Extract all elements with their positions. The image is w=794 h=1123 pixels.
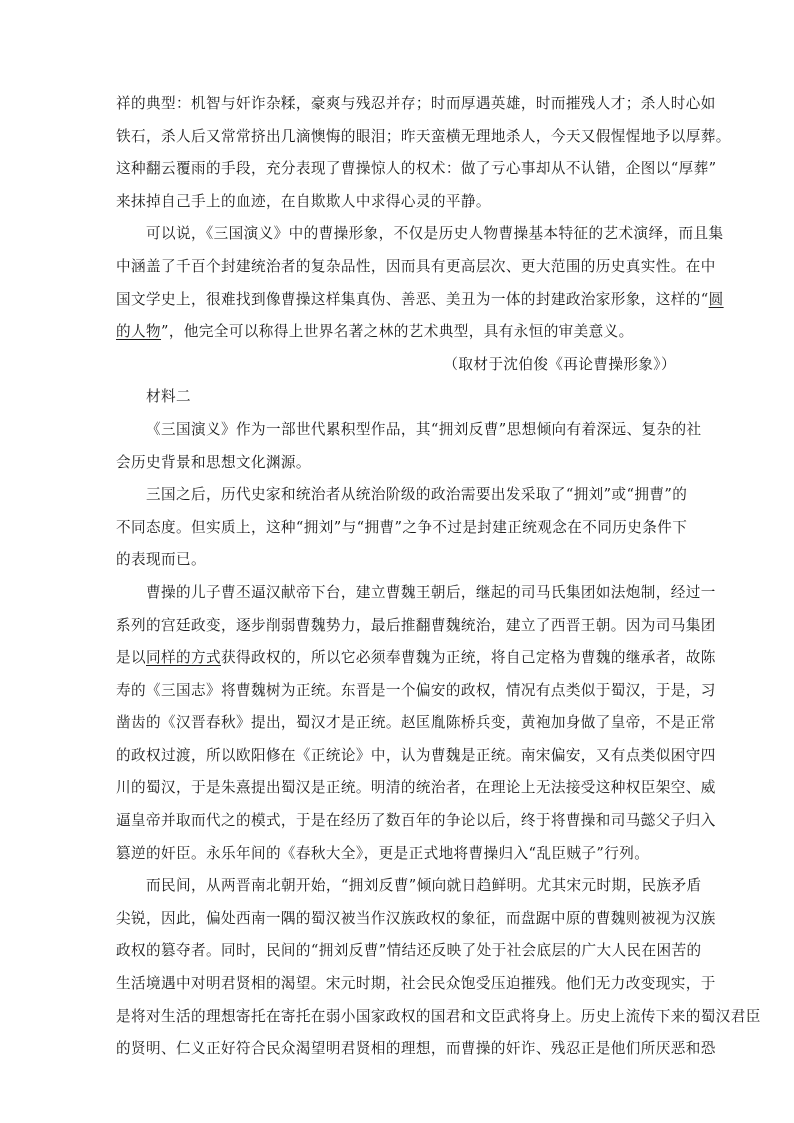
document-page bbox=[116, 95, 761, 1074]
text-line: 系列的宫廷政变，逐步削弱曹魏势力，最后推翻曹魏统治，建立了西晋王朝。因为司马集团 bbox=[116, 616, 716, 634]
text-line: 生活境遇中对明君贤相的渴望。宋元时期，社会民众饱受压迫摧残。他们无力改变现实，于 bbox=[116, 975, 716, 993]
underlined-term: 的人物 bbox=[116, 323, 161, 341]
text-line: 篡逆的奸臣。永乐年间的《春秋大全》，更是正式地将曹操归入“乱臣贼子”行列。 bbox=[116, 844, 650, 862]
text-line: 而民间，从两晋南北朝开始，“拥刘反曹”倾向就日趋鲜明。尤其宋元时期，民族矛盾 bbox=[146, 877, 702, 895]
source-citation: （取材于沈伯俊《再论曹操形象》） bbox=[443, 355, 676, 373]
text-line: 铁石，杀人后又常常挤出几滴懊悔的眼泪；昨天蛮横无理地杀人，今天又假惺惺地予以厚葬。 bbox=[116, 127, 731, 145]
text-line: 三国之后，历代史家和统治者从统治阶级的政治需要出发采取了“拥刘”或“拥曹”的 bbox=[146, 486, 688, 504]
text-segment: 是以 bbox=[116, 649, 146, 667]
text-line: 会历史背景和思想文化渊源。 bbox=[116, 453, 311, 471]
text-line: 的表现而已。 bbox=[116, 551, 206, 569]
paragraph-conclusion bbox=[116, 225, 724, 341]
underlined-term: 同样的方式 bbox=[146, 649, 221, 667]
text-line: 祥的典型：机智与奸诈杂糅，豪爽与残忍并存；时而厚遇英雄，时而摧残人才；杀人时心如 bbox=[116, 95, 716, 112]
text-segment: ”，他完全可以称得上世界名著之林的艺术典型，具有永恒的审美意义。 bbox=[160, 323, 634, 341]
text-line bbox=[116, 649, 716, 667]
text-line: 《三国演义》作为一部世代累积型作品，其“拥刘反曹”思想倾向有着深远、复杂的社 bbox=[146, 420, 702, 438]
paragraph-intro bbox=[116, 420, 702, 471]
text-line: 的政权过渡，所以欧阳修在《正统论》中，认为曹魏是正统。南宋偏安，又有点类似困守四 bbox=[116, 746, 716, 764]
text-line: 凿齿的《汉晋春秋》提出，蜀汉才是正统。赵匡胤陈桥兵变，黄袍加身做了皇帝，不是正常 bbox=[116, 714, 716, 732]
text-line: 不同态度。但实质上，这种“拥刘”与“拥曹”之争不过是封建正统观念在不同历史条件下 bbox=[116, 518, 688, 536]
text-line: 川的蜀汉，于是朱熹提出蜀汉是正统。明清的统治者，在理论上无法接受这种权臣架空、威 bbox=[116, 779, 716, 797]
section-heading: 材料二 bbox=[146, 388, 191, 406]
paragraph-folk-tradition bbox=[116, 877, 761, 1058]
text-line: 曹操的儿子曹丕逼汉献帝下台，建立曹魏王朝后，继起的司马氏集团如法炮制，经过一 bbox=[146, 583, 716, 601]
text-line bbox=[116, 290, 724, 308]
text-line: 中涵盖了千百个封建统治者的复杂品性，因而具有更高层次、更大范围的历史真实性。在中 bbox=[116, 257, 716, 275]
text-line: 政权的篡夺者。同时，民间的“拥刘反曹”情结还反映了处于社会底层的广大人民在困苦的 bbox=[116, 942, 702, 960]
text-line: 尖锐，因此，偏处西南一隅的蜀汉被当作汉族政权的象征，而盘踞中原的曹魏则被视为汉族 bbox=[116, 909, 716, 927]
text-segment: 国文学史上，很难找到像曹操这样集真伪、善恶、美丑为一体的封建政治家形象，这样的“ bbox=[116, 290, 709, 308]
underlined-term: 圆 bbox=[708, 290, 724, 308]
text-line: 可以说，《三国演义》中的曹操形象，不仅是历史人物曹操基本特征的艺术演绎，而且集 bbox=[146, 225, 724, 243]
text-segment: 获得政权的，所以它必须奉曹魏为正统，将自己定格为曹魏的继承者，故陈 bbox=[220, 649, 716, 667]
paragraph-cao-cao-traits bbox=[116, 95, 731, 210]
text-line: 寿的《三国志》将曹魏树为正统。东晋是一个偏安的政权，情况有点类似于蜀汉，于是，习 bbox=[116, 681, 716, 699]
text-line: 逼皇帝并取而代之的模式，于是在经历了数百年的争论以后，终于将曹操和司马懿父子归入 bbox=[116, 812, 716, 830]
text-line: 是将对生活的理想寄托在寄托在弱小国家政权的国君和文臣武将身上。历史上流传下来的蜀汉君臣 bbox=[116, 1007, 761, 1025]
text-line: 这种翻云覆雨的手段，充分表现了曹操惊人的权术：做了亏心事却从不认错，企图以“厚葬” bbox=[116, 160, 717, 178]
text-line: 的贤明、仁义正好符合民众渴望明君贤相的理想，而曹操的奸诈、残忍正是他们所厌恶和恐 bbox=[116, 1040, 716, 1058]
text-line bbox=[116, 324, 676, 340]
paragraph-legitimacy bbox=[116, 583, 716, 862]
paragraph-historians bbox=[116, 486, 688, 569]
text-line: 来抹掉自己手上的血迹，在自欺欺人中求得心灵的平静。 bbox=[116, 192, 491, 210]
